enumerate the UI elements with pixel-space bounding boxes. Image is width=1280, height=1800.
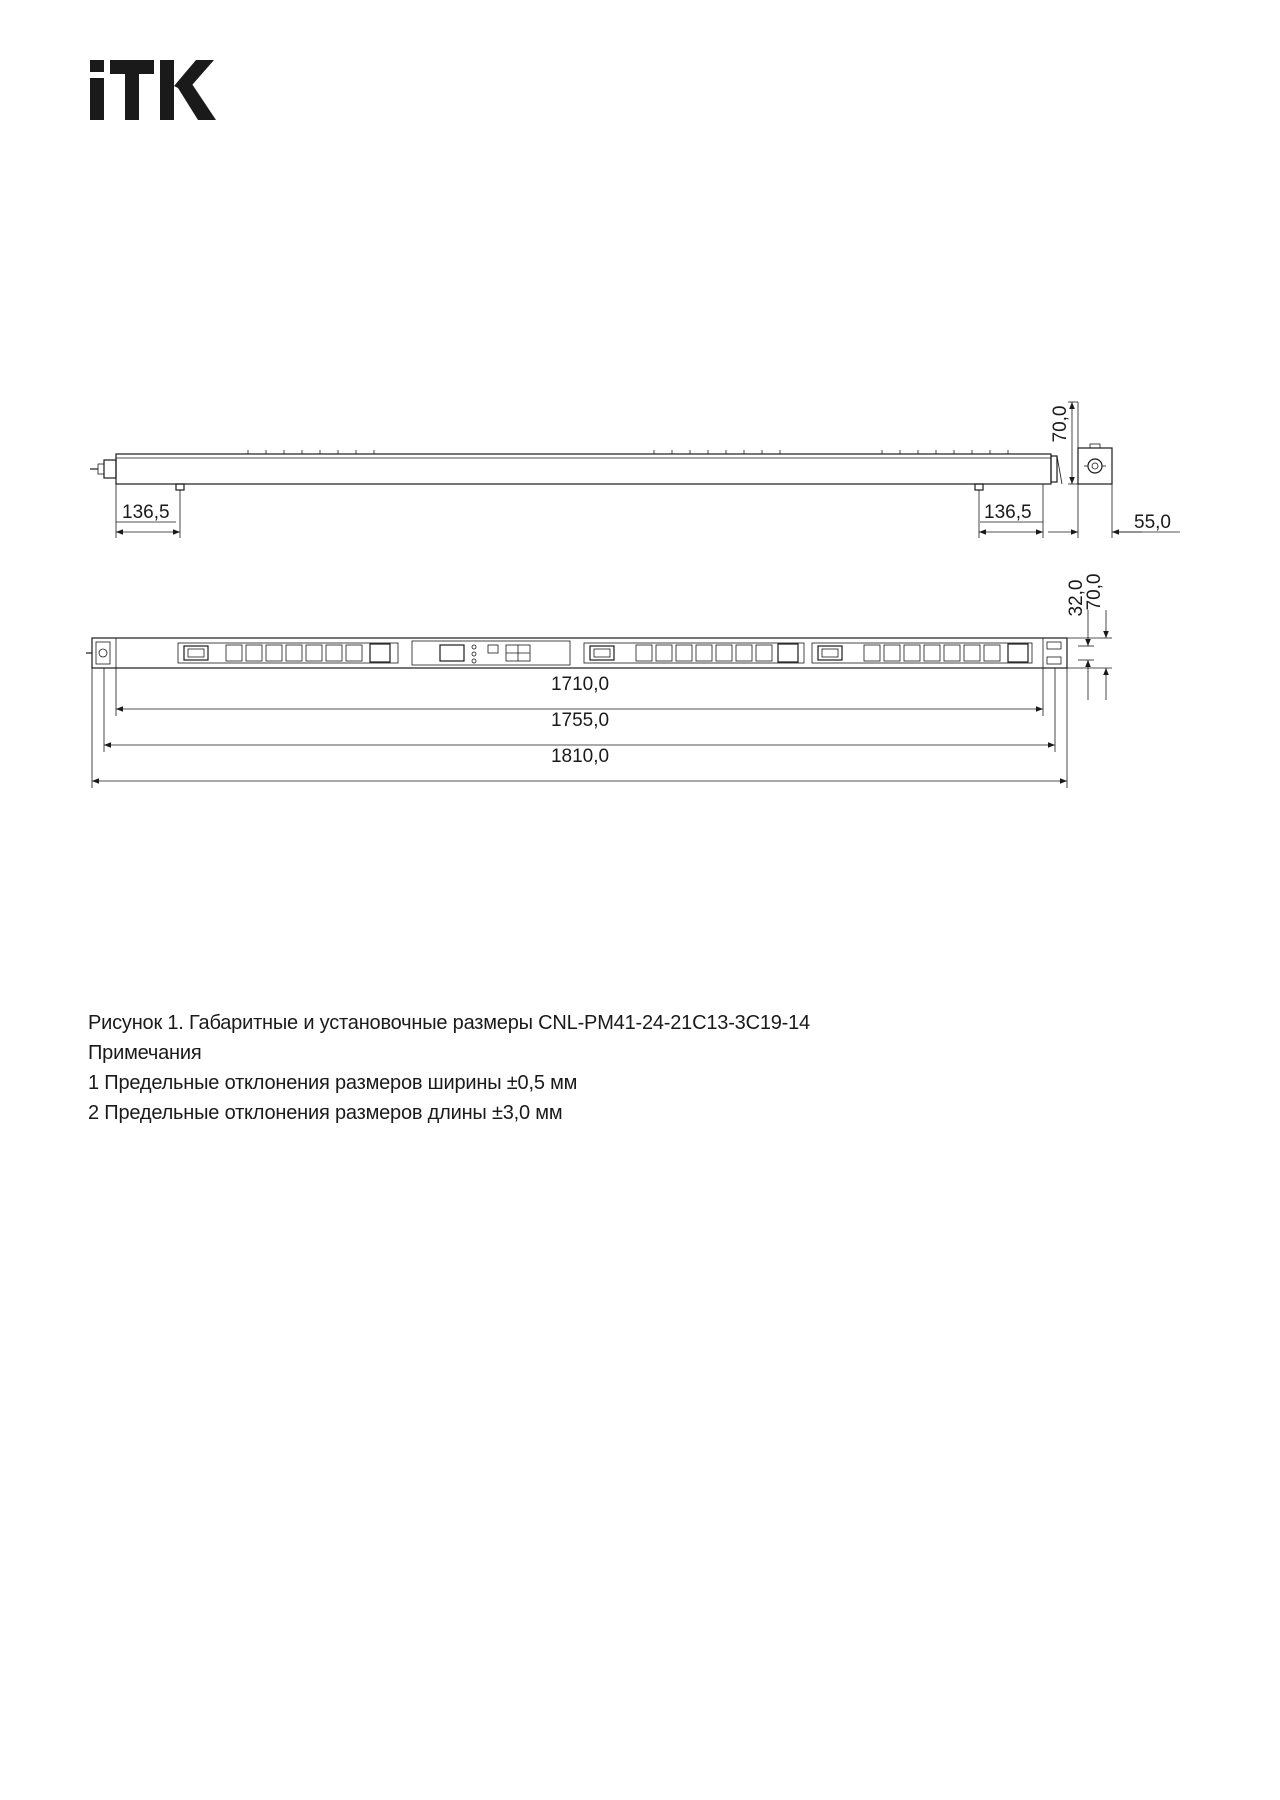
note-item: 1 Предельные отклонения размеров ширины ±0,5 мм xyxy=(88,1072,578,1094)
dim-length-body: 1755,0 xyxy=(550,710,610,731)
figure-caption: Рисунок 1. Габаритные и установочные размеры CNL-PM41-24-21C13-3C19-14 xyxy=(88,1012,810,1034)
dim-top-offset-left: 136,5 xyxy=(122,502,170,523)
dim-length-mount-holes: 1710,0 xyxy=(550,674,610,695)
dim-front-mount-width: 32,0 xyxy=(1066,579,1087,617)
control-module xyxy=(412,641,570,665)
dim-front-height: 70,0 xyxy=(1084,573,1105,611)
notes-heading: Примечания xyxy=(88,1042,202,1064)
dim-top-height: 70,0 xyxy=(1050,405,1071,443)
top-outlet-markers xyxy=(248,450,1008,454)
outlet-module-2 xyxy=(584,643,804,663)
end-view xyxy=(1078,444,1112,484)
note-item: 2 Предельные отклонения размеров длины ±3,0 мм xyxy=(88,1102,563,1124)
dim-top-depth: 55,0 xyxy=(1134,512,1171,533)
front-view xyxy=(86,574,1112,788)
dim-length-total: 1810,0 xyxy=(550,746,610,767)
outlet-module-1 xyxy=(178,643,398,663)
top-view xyxy=(90,402,1180,538)
dim-top-offset-right: 136,5 xyxy=(984,502,1032,523)
technical-drawing xyxy=(0,360,1280,800)
outlet-module-3 xyxy=(812,643,1032,663)
itk-logo xyxy=(88,58,216,122)
